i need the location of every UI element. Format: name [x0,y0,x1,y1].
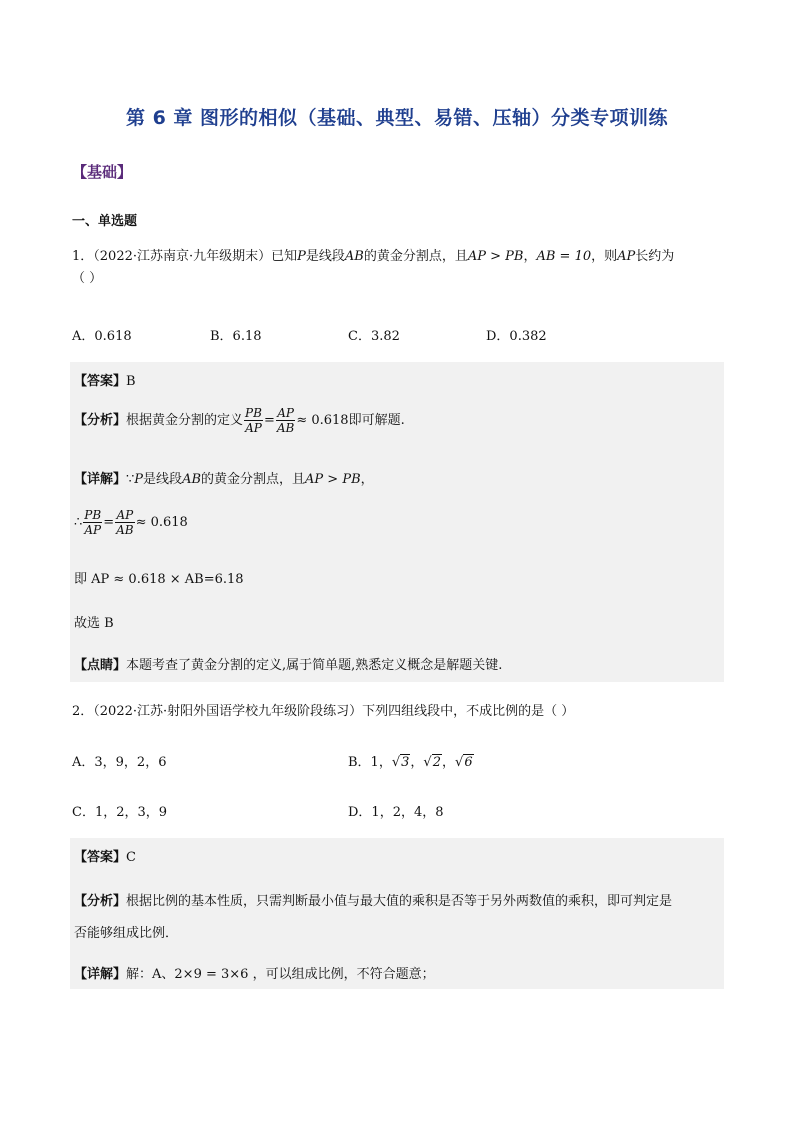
q1-segment: AB [344,249,364,264]
q1-text-4: ，则 [591,249,618,264]
q2-option-b: B．1，√3，√2，√6 [348,755,473,770]
sqrt-3: √3 [391,755,410,770]
q1-text-1: 是线段 [305,249,345,264]
a1-therefore-line: ∴ $\frac{PB}{AP}$ = $\frac{AP}{AB}$ ≈ 0.618 [74,508,188,537]
fraction-pb-ap-2: $\frac{PB}{AP}$ [84,508,102,537]
q1-blank: （ ） [72,271,103,286]
q1-point: P [297,249,306,264]
question-1 [72,246,724,290]
q1-text-5: 长约为 [635,249,675,264]
q2-option-c: C．1，2，3，9 [72,805,168,820]
section-label: 【基础】 [72,163,133,181]
q1-option-b: B．6.18 [210,329,262,344]
q1-prefix: 1．（2022·江苏南京·九年级期末）已知 [72,249,298,264]
question-2: 2．（2022·江苏·射阳外国语学校九年级阶段练习）下列四组线段中，不成比例的是（ ） [72,704,575,719]
q1-ap: AP [617,249,636,264]
comment-tag: 【点睛】 [74,658,127,673]
comment-text: 本题考查了黄金分割的定义,属于简单题,熟悉定义概念是解题关键. [126,658,503,673]
a1-calc-line: 即 AP ≈ 0.618 × AB=6.18 [74,572,244,587]
answer-value: B [126,374,136,389]
q1-condition-2: AB = 10 [536,249,592,264]
question-type-heading: 一、单选题 [72,214,138,229]
page-title: 第 6 章 图形的相似（基础、典型、易错、压轴）分类专项训练 [125,107,669,129]
therefore-symbol: ∴ [74,515,83,530]
answer-block-2 [70,838,724,989]
a2-answer-line: 【答案】C [74,850,136,865]
q2-option-a: A．3，9，2，6 [72,755,167,770]
a1-choose-line: 故选 B [74,616,114,631]
answer-block-1 [70,362,724,682]
sqrt-6: √6 [455,755,473,770]
analysis-tag: 【分析】 [74,413,127,428]
q1-text-2: 的黄金分割点，且 [363,249,468,264]
fraction-pb-ap: $\frac{PB}{AP}$ [245,406,262,435]
sqrt-2: √2 [423,755,441,770]
q1-text-3: ， [523,249,537,264]
a2-detail-line: 【详解】解：A、2×9 = 3×6 ，可以组成比例，不符合题意； [74,967,435,982]
answer-value-2: C [126,850,136,865]
q1-condition-1: AP > PB [467,249,524,264]
q2-option-d: D．1，2，4，8 [348,805,444,820]
q1-option-a: A．0.618 [72,329,132,344]
analysis-text: 根据黄金分割的定义 [126,413,244,428]
a1-analysis-line: 【分析】根据黄金分割的定义 $\frac{PB}{AP}$ = $\frac{AP}{AB}$ ≈ 0.618即可解题. [74,406,405,435]
a2-analysis-line: 【分析】根据比例的基本性质，只需判断最小值与最大值的乘积是否等于另外两数值的乘积，即可判定是 [74,894,673,909]
detail-tag: 【详解】 [74,472,127,487]
fraction-ap-ab: $\frac{AP}{AB}$ [276,406,295,435]
q1-option-c: C．3.82 [348,329,400,344]
analysis-tail: 即可解题. [348,413,405,428]
q1-option-d: D．0.382 [486,329,547,344]
a1-comment-line [74,654,502,673]
approx-value: ≈ 0.618 [296,413,349,428]
a2-analysis-line-2: 否能够组成比例． [74,926,179,941]
answer-tag: 【答案】 [74,374,127,389]
a1-detail-line: 【详解】∵P是线段AB的黄金分割点，且AP > PB， [74,472,374,487]
a1-answer-line [74,370,136,389]
fraction-ap-ab-2: $\frac{AP}{AB}$ [116,508,134,537]
